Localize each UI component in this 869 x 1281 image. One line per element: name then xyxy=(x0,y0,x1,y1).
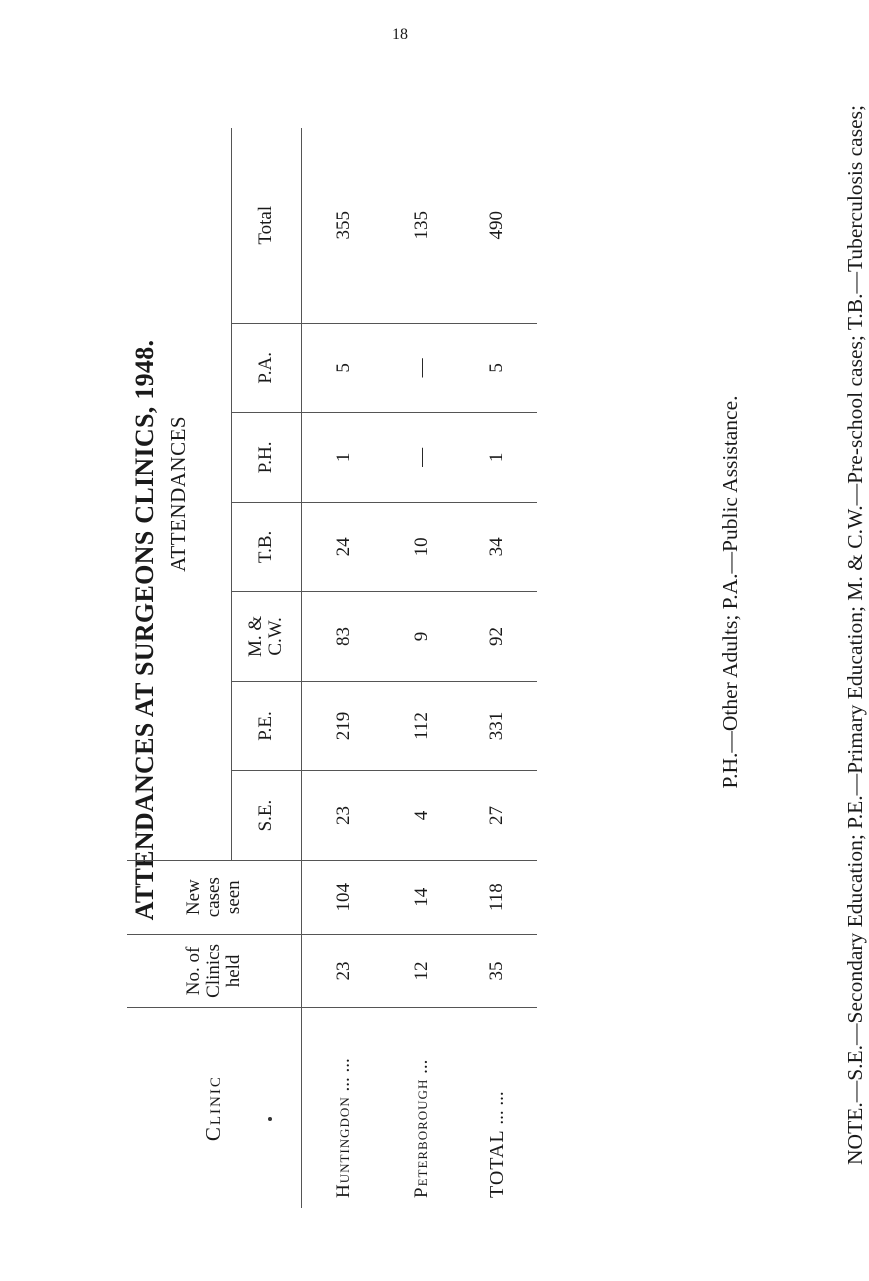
page-number: 18 xyxy=(392,26,408,43)
col-header-pe: P.E. xyxy=(231,681,301,771)
clinics-held-value: 23 xyxy=(301,934,387,1008)
abbreviations-note: NOTE.—S.E.—Secondary Education; P.E.—Primary Education; M. & C.W.—Pre-school cases; T.B.—Tuberculosis cases; xyxy=(843,105,867,1165)
tb-value: 34 xyxy=(457,502,537,592)
table-row xyxy=(387,128,457,1208)
clinics-held-value: 12 xyxy=(387,934,457,1008)
ph-value: — xyxy=(387,413,457,503)
pe-value: 112 xyxy=(387,681,457,771)
pa-value: 5 xyxy=(457,323,537,413)
pa-value: — xyxy=(387,323,457,413)
tb-value: 10 xyxy=(387,502,457,592)
new-cases-value: 14 xyxy=(387,860,457,934)
ph-value: 1 xyxy=(301,413,387,503)
attendances-table xyxy=(127,128,537,1208)
pe-value: 331 xyxy=(457,681,537,771)
attendances-group-header: ATTENDANCES xyxy=(127,128,231,860)
col-header-se: S.E. xyxy=(231,771,301,861)
total-value: 490 xyxy=(457,128,537,323)
se-value: 4 xyxy=(387,771,457,861)
clinics-held-value: 35 xyxy=(457,934,537,1008)
mcw-value: 83 xyxy=(301,592,387,682)
tb-value: 24 xyxy=(301,502,387,592)
mcw-value: 92 xyxy=(457,592,537,682)
clinic-header-label: Clinic xyxy=(201,1075,226,1142)
col-header-tb: T.B. xyxy=(231,502,301,592)
table-row xyxy=(457,128,537,1208)
new-cases-value: 104 xyxy=(301,860,387,934)
abbreviations-note-continued: P.H.—Other Adults; P.A.—Public Assistance. xyxy=(718,395,742,789)
ph-value: 1 xyxy=(457,413,537,503)
se-value: 23 xyxy=(301,771,387,861)
new-cases-header: New cases seen xyxy=(127,860,301,934)
clinics-held-header: No. of Clinics held xyxy=(127,934,301,1008)
clinic-header xyxy=(127,1008,301,1208)
page-title: ATTENDANCES AT SURGEONS CLINICS, 1948. xyxy=(130,339,159,921)
clinic-name: Peterborough ... xyxy=(411,1059,432,1198)
pa-value: 5 xyxy=(301,323,387,413)
table-row xyxy=(301,128,387,1208)
mcw-value: 9 xyxy=(387,592,457,682)
stray-mark xyxy=(268,1117,272,1121)
col-header-mcw: M. & C.W. xyxy=(231,592,301,682)
total-value: 135 xyxy=(387,128,457,323)
pe-value: 219 xyxy=(301,681,387,771)
new-cases-value: 118 xyxy=(457,860,537,934)
total-value: 355 xyxy=(301,128,387,323)
clinic-name: TOTAL ... ... xyxy=(485,1091,508,1198)
col-header-ph: P.H. xyxy=(231,413,301,503)
col-header-total: Total xyxy=(231,128,301,323)
se-value: 27 xyxy=(457,771,537,861)
col-header-pa: P.A. xyxy=(231,323,301,413)
clinic-name: Huntingdon ... ... xyxy=(333,1058,355,1198)
